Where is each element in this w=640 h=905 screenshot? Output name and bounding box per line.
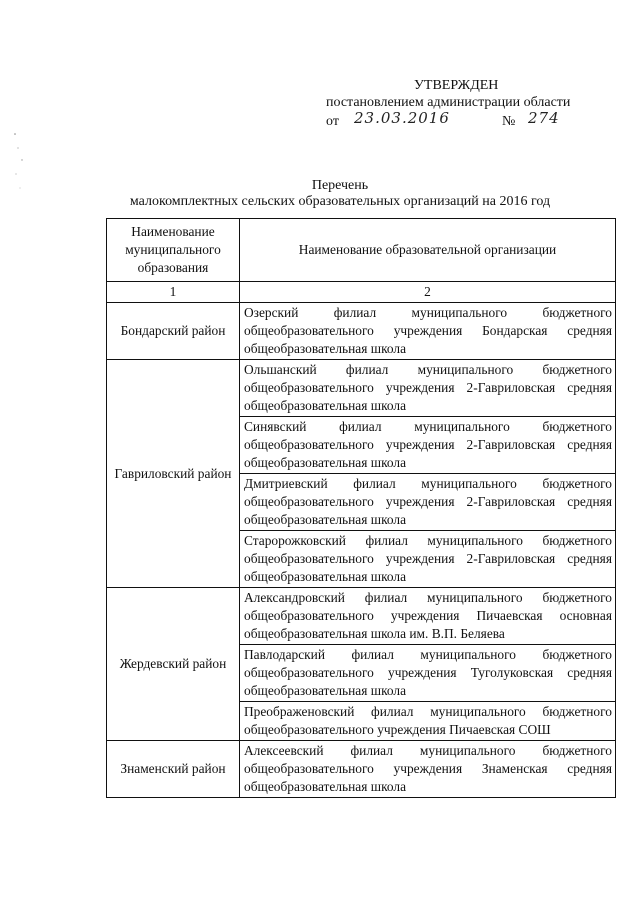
organization-cell: Алексеевский филиал муниципального бюджетного общеобразовательного учреждения Знаменская средняя общеобразовательная школа xyxy=(240,741,616,798)
approval-date-line xyxy=(326,111,616,131)
col2-header: Наименование образовательной организации xyxy=(240,219,616,282)
table-row xyxy=(107,360,616,417)
organizations-table xyxy=(106,218,616,798)
col1-number: 1 xyxy=(107,282,240,303)
number-label: № xyxy=(502,114,516,129)
scan-specks xyxy=(12,130,32,200)
organization-cell: Павлодарский филиал муниципального бюджетного общеобразовательного учреждения Туголуковская средняя общеобразовательная школа xyxy=(240,645,616,702)
table-row xyxy=(107,303,616,360)
district-cell: Жердевский район xyxy=(107,588,240,741)
table-header-row xyxy=(107,219,616,282)
handwritten-date: 23.03.2016 xyxy=(354,109,450,127)
col1-header: Наименование муниципального образования xyxy=(107,219,240,282)
table-row xyxy=(107,588,616,645)
organization-cell: Синявский филиал муниципального бюджетного общеобразовательного учреждения 2-Гавриловская средняя общеобразовательная школа xyxy=(240,417,616,474)
approval-authority: постановлением администрации области xyxy=(326,95,571,110)
table-row xyxy=(107,741,616,798)
approval-title: УТВЕРЖДЕН xyxy=(414,78,499,93)
organization-cell: Александровский филиал муниципального бюджетного общеобразовательного учреждения Пичаевская основная общеобразовательная школа им. В.П. Беляева xyxy=(240,588,616,645)
district-cell: Знаменский район xyxy=(107,741,240,798)
date-label: от xyxy=(326,114,339,129)
approval-block xyxy=(326,77,616,131)
document-subtitle: малокомплектных сельских образовательных организаций на 2016 год xyxy=(129,194,551,209)
district-cell: Гавриловский район xyxy=(107,360,240,588)
district-cell: Бондарский район xyxy=(107,303,240,360)
handwritten-number: 274 xyxy=(528,109,560,127)
col2-number: 2 xyxy=(240,282,616,303)
organization-cell: Старорожковский филиал муниципального бюджетного общеобразовательного учреждения 2-Гавриловская средняя общеобразовательная школа xyxy=(240,531,616,588)
column-number-row xyxy=(107,282,616,303)
organization-cell: Дмитриевский филиал муниципального бюджетного общеобразовательного учреждения 2-Гавриловская средняя общеобразовательная школа xyxy=(240,474,616,531)
organization-cell: Озерский филиал муниципального бюджетного общеобразовательного учреждения Бондарская средняя общеобразовательная школа xyxy=(240,303,616,360)
organization-cell: Преображеновский филиал муниципального бюджетного общеобразовательного учреждения Пичаевская СОШ xyxy=(240,702,616,741)
organization-cell: Ольшанский филиал муниципального бюджетного общеобразовательного учреждения 2-Гавриловская средняя общеобразовательная школа xyxy=(240,360,616,417)
document-title: Перечень xyxy=(311,178,369,193)
